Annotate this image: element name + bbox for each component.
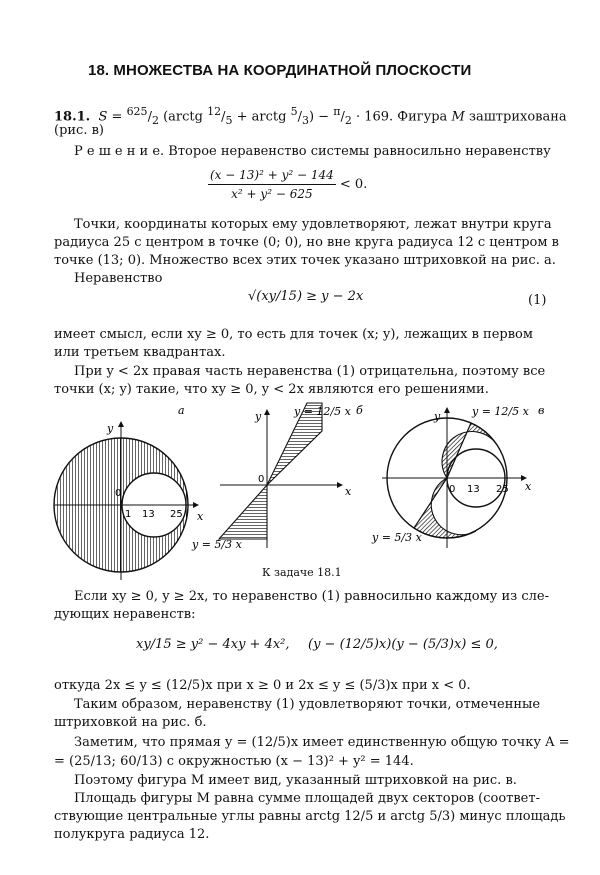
paragraph-8-line-2: штриховкой на рис. б. bbox=[54, 715, 207, 730]
paragraph-2-line-1: Точки, координаты которых ему удовлетворяют, лежат внутри круга bbox=[74, 217, 552, 232]
figure-a-tick-25: 25 bbox=[170, 509, 183, 520]
figure-c-tick-13: 13 bbox=[467, 484, 480, 495]
formula-2-number: (1) bbox=[528, 293, 547, 308]
figure-caption: К задаче 18.1 bbox=[262, 566, 342, 579]
paragraph-9-line-2: = (25/13; 60/13) с окружностью (x − 13)² + y² = 144. bbox=[54, 754, 414, 769]
paragraph-solution: Р е ш е н и е. Второе неравенство системы равносильно неравенству bbox=[74, 144, 551, 159]
figure-b bbox=[219, 403, 342, 548]
figure-b-line-bottom-label: y = 5/3 x bbox=[192, 538, 242, 551]
section-heading: 18. МНОЖЕСТВА НА КООРДИНАТНОЙ ПЛОСКОСТИ bbox=[88, 62, 472, 79]
figure-a-label: а bbox=[178, 404, 185, 417]
problem-number: 18.1. bbox=[54, 109, 91, 125]
formula-3a: xy/15 ≥ y² − 4xy + 4x², bbox=[136, 637, 290, 652]
paragraph-10: Поэтому фигура M имеет вид, указанный штриховкой на рис. в. bbox=[74, 773, 517, 788]
paragraph-2-line-3: точке (13; 0). Множество всех этих точек указано штриховкой на рис. а. bbox=[54, 253, 556, 268]
figure-c-label: в bbox=[538, 404, 545, 417]
figure-a-tick-13: 13 bbox=[142, 509, 155, 520]
paragraph-4-line-1: имеет смысл, если xy ≥ 0, то есть для точек (x; y), лежащих в первом bbox=[54, 327, 533, 342]
figure-a-tick-0: 0 bbox=[115, 488, 122, 499]
paragraph-5-line-1: При y < 2x правая часть неравенства (1) отрицательна, поэтому все bbox=[74, 364, 546, 379]
figure-b-origin: 0 bbox=[258, 474, 265, 485]
figure-a-x-label: x bbox=[197, 510, 204, 523]
paragraph-11-line-3: полукруга радиуса 12. bbox=[54, 827, 210, 842]
figure-c bbox=[382, 408, 526, 548]
paragraph-8-line-1: Таким образом, неравенству (1) удовлетворяют точки, отмеченные bbox=[74, 697, 541, 712]
formula-1: $\frac{\text{(x − 13)² + y² − 144}}{\text{x² + y² − 625}}$ < 0. bbox=[210, 168, 368, 201]
figure-c-tick-0: 0 bbox=[449, 484, 456, 495]
paragraph-11-line-2: ствующие центральные углы равны arctg 12/5 и arctg 5/3) минус площадь bbox=[54, 809, 566, 824]
paragraph-11-line-1: Площадь фигуры M равна сумме площадей двух секторов (соответ- bbox=[74, 791, 540, 806]
figure-c-tick-25: 25 bbox=[496, 484, 509, 495]
answer-line-2: (рис. в) bbox=[54, 123, 104, 138]
formula-3b: (y − (12/5)x)(y − (5/3)x) ≤ 0, bbox=[308, 637, 498, 652]
paragraph-2-line-2: радиуса 25 с центром в точке (0; 0), но вне круга радиуса 12 с центром в bbox=[54, 235, 559, 250]
figure-b-lower-region bbox=[219, 485, 267, 539]
figure-c-line-bottom-label: y = 5/3 x bbox=[372, 531, 422, 544]
paragraph-4-line-2: или третьем квадрантах. bbox=[54, 345, 226, 360]
paragraph-6-line-2: дующих неравенств: bbox=[54, 607, 196, 622]
figure-b-label: б bbox=[356, 404, 363, 417]
paragraph-5-line-2: точки (x; y) такие, что xy ≥ 0, y < 2x являются его решениями. bbox=[54, 382, 489, 397]
figure-a-y-label: y bbox=[107, 422, 114, 435]
figure-b-y-label: y bbox=[255, 410, 262, 423]
figure-a bbox=[54, 422, 198, 580]
paragraph-9-line-1: Заметим, что прямая y = (12/5)x имеет единственную общую точку A = bbox=[74, 735, 570, 750]
figure-b-line-top-label: y = 12/5 x bbox=[294, 405, 351, 418]
paragraph-6-line-1: Если xy ≥ 0, y ≥ 2x, то неравенство (1) равносильно каждому из сле- bbox=[74, 589, 549, 604]
figure-c-y-label: y bbox=[434, 410, 441, 423]
paragraph-7: откуда 2x ≤ y ≤ (12/5)x при x ≥ 0 и 2x ≤ y ≤ (5/3)x при x < 0. bbox=[54, 678, 471, 693]
paragraph-3: Неравенство bbox=[74, 271, 163, 286]
figure-c-x-label: x bbox=[525, 480, 532, 493]
formula-2: √(xy/15) ≥ y − 2x bbox=[248, 289, 364, 304]
figure-a-tick-1: 1 bbox=[125, 509, 132, 520]
figure-b-x-label: x bbox=[345, 485, 352, 498]
answer-line-1: 18.1. $S = ^{625}/_2$ (arctg $^{12}/_5$ + arctg $^5/_3) - ^\pi/_2 \cdot 169$. Фигура M заштрихована bbox=[54, 105, 567, 127]
figure-c-line-top-label: y = 12/5 x bbox=[472, 405, 529, 418]
